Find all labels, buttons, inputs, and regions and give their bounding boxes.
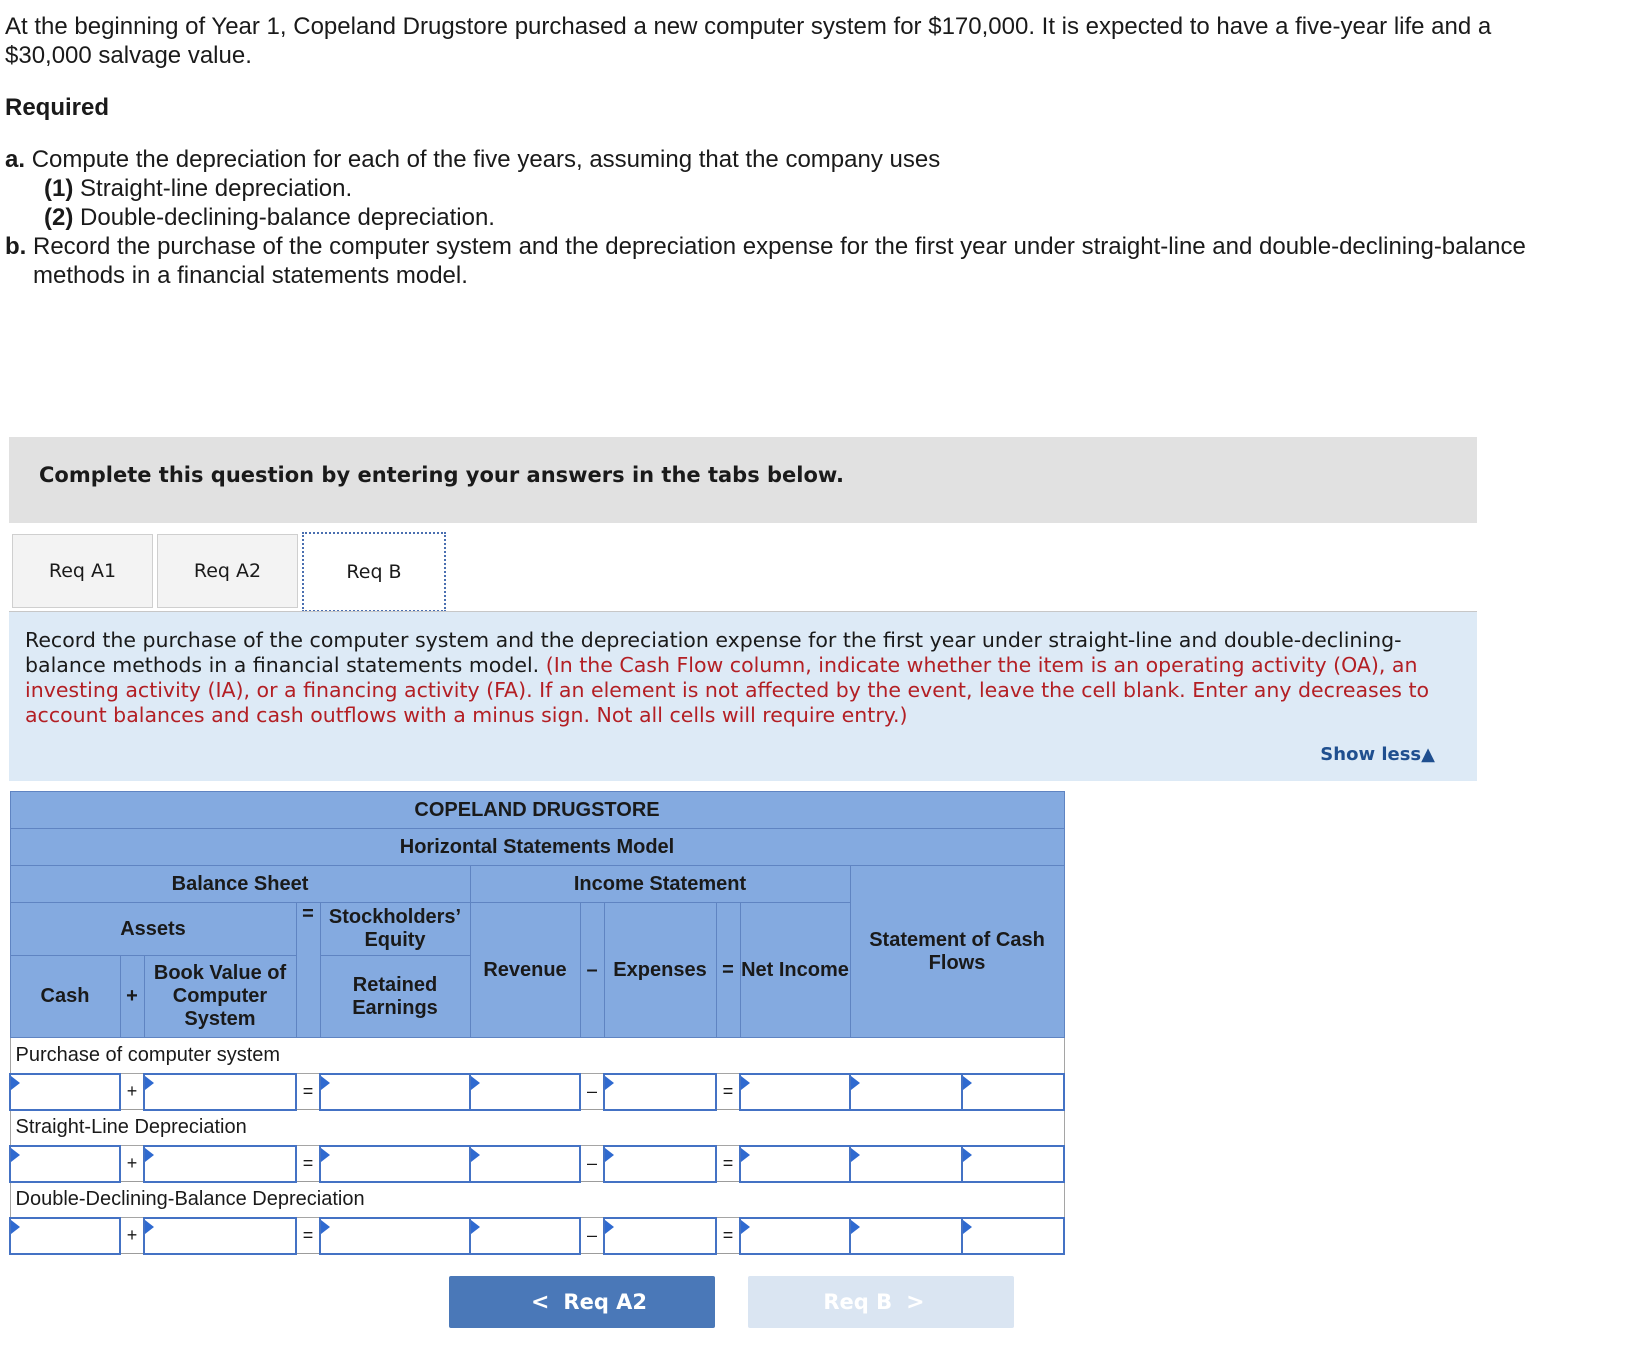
retained-earnings-input[interactable] xyxy=(320,1074,470,1110)
cash-flow-amount-input[interactable] xyxy=(850,1218,962,1254)
revenue-header: Revenue xyxy=(470,903,580,1038)
requirement-a2 xyxy=(5,203,1565,232)
net-income-field[interactable] xyxy=(741,1147,849,1181)
banner-text: Complete this question by entering your answers in the tabs below. xyxy=(39,463,844,487)
stockholders-equity-header: Stockholders’ Equity xyxy=(320,903,470,956)
book-value-field[interactable] xyxy=(145,1219,295,1253)
cash-field[interactable] xyxy=(11,1219,119,1253)
equals-sign: = xyxy=(716,1218,740,1254)
expenses-input[interactable] xyxy=(604,1074,716,1110)
requirement-a2-label: (2) xyxy=(44,204,74,231)
cash-flow-amount-input[interactable] xyxy=(850,1146,962,1182)
cash-flow-activity-field[interactable] xyxy=(963,1147,1063,1181)
equals-sign: = xyxy=(296,1074,320,1110)
cash-input[interactable] xyxy=(10,1074,120,1110)
chevron-right-icon: > xyxy=(906,1289,925,1315)
requirement-a2-text: Double-declining-balance depreciation. xyxy=(80,204,495,231)
book-value-header: Book Value of Computer System xyxy=(144,956,296,1038)
net-income-field[interactable] xyxy=(741,1075,849,1109)
requirement-a-label: a. xyxy=(5,146,26,173)
equals-sign: = xyxy=(296,1218,320,1254)
plus-sign: + xyxy=(120,1146,144,1182)
revenue-input[interactable] xyxy=(470,1146,580,1182)
table-row xyxy=(10,1218,1064,1254)
cash-flow-amount-input[interactable] xyxy=(850,1074,962,1110)
cash-flows-header: Statement of Cash Flows xyxy=(850,866,1064,1038)
required-heading: Required xyxy=(5,94,110,121)
minus-sign: – xyxy=(580,1218,604,1254)
next-button-label: Req B xyxy=(823,1290,893,1314)
retained-earnings-header: Retained Earnings xyxy=(320,956,470,1038)
revenue-field[interactable] xyxy=(471,1075,579,1109)
expenses-field[interactable] xyxy=(605,1075,715,1109)
table-row xyxy=(10,1074,1064,1110)
cash-field[interactable] xyxy=(11,1147,119,1181)
expenses-field[interactable] xyxy=(605,1219,715,1253)
expenses-field[interactable] xyxy=(605,1147,715,1181)
instructions-main: Record the purchase of the computer system and the depreciation expense for the first year under straight-line and double-declining-balance methods in a financial statements model. xyxy=(25,628,1402,677)
revenue-field[interactable] xyxy=(471,1219,579,1253)
cash-input[interactable] xyxy=(10,1218,120,1254)
cash-flow-activity-input[interactable] xyxy=(962,1074,1064,1110)
assets-header: Assets xyxy=(10,903,296,956)
requirement-a xyxy=(5,145,1565,174)
instruction-banner xyxy=(9,437,1477,523)
book-value-input[interactable] xyxy=(144,1218,296,1254)
table-row xyxy=(10,1146,1064,1182)
net-income-input[interactable] xyxy=(740,1074,850,1110)
book-value-field[interactable] xyxy=(145,1075,295,1109)
expenses-input[interactable] xyxy=(604,1146,716,1182)
requirement-a-text: Compute the depreciation for each of the five years, assuming that the company uses xyxy=(31,146,941,173)
retained-earnings-field[interactable] xyxy=(321,1075,469,1109)
triangle-up-icon: ▲ xyxy=(1421,744,1435,765)
instructions-text xyxy=(25,628,1465,728)
show-less-label: Show less xyxy=(1320,744,1422,765)
cash-flow-amount-field[interactable] xyxy=(851,1075,961,1109)
net-income-header: Net Income xyxy=(740,903,850,1038)
net-income-field[interactable] xyxy=(741,1219,849,1253)
minus-sign: – xyxy=(580,1074,604,1110)
problem-statement xyxy=(5,12,1565,290)
retained-earnings-field[interactable] xyxy=(321,1147,469,1181)
tab-instructions xyxy=(9,612,1477,781)
prev-button-label: Req A2 xyxy=(563,1290,648,1314)
minus-sign: – xyxy=(580,1146,604,1182)
cash-flow-amount-field[interactable] xyxy=(851,1147,961,1181)
requirement-a1-label: (1) xyxy=(44,175,74,202)
cash-flow-activity-field[interactable] xyxy=(963,1219,1063,1253)
cash-flow-activity-input[interactable] xyxy=(962,1218,1064,1254)
book-value-input[interactable] xyxy=(144,1074,296,1110)
retained-earnings-field[interactable] xyxy=(321,1219,469,1253)
chevron-left-icon: < xyxy=(530,1289,550,1315)
net-income-input[interactable] xyxy=(740,1218,850,1254)
company-name: COPELAND DRUGSTORE xyxy=(10,792,1064,829)
tab-req-a1[interactable]: Req A1 xyxy=(12,534,153,608)
revenue-input[interactable] xyxy=(470,1218,580,1254)
book-value-field[interactable] xyxy=(145,1147,295,1181)
equals-sign: = xyxy=(716,1146,740,1182)
equals-sign: = xyxy=(296,1146,320,1182)
revenue-input[interactable] xyxy=(470,1074,580,1110)
cash-flow-activity-input[interactable] xyxy=(962,1146,1064,1182)
prev-req-a2-button[interactable] xyxy=(449,1276,715,1328)
cash-header: Cash xyxy=(10,956,120,1038)
horizontal-statements-model xyxy=(9,791,1065,1255)
retained-earnings-input[interactable] xyxy=(320,1146,470,1182)
equals-header-2: = xyxy=(716,903,740,1038)
net-income-input[interactable] xyxy=(740,1146,850,1182)
cash-field[interactable] xyxy=(11,1075,119,1109)
row-label-purchase: Purchase of computer system xyxy=(10,1038,1064,1074)
balance-sheet-header: Balance Sheet xyxy=(10,866,470,903)
row-label-double-declining: Double-Declining-Balance Depreciation xyxy=(10,1182,1064,1218)
row-label-straight-line: Straight-Line Depreciation xyxy=(10,1110,1064,1146)
equals-header: = xyxy=(296,903,320,1038)
book-value-input[interactable] xyxy=(144,1146,296,1182)
tab-req-a2[interactable]: Req A2 xyxy=(157,534,298,608)
problem-intro: At the beginning of Year 1, Copeland Drugstore purchased a new computer system for $170,000. It is expected to have a five-year life and a $30,000 salvage value. xyxy=(5,13,1492,69)
minus-header: – xyxy=(580,903,604,1038)
retained-earnings-input[interactable] xyxy=(320,1218,470,1254)
revenue-field[interactable] xyxy=(471,1147,579,1181)
requirement-b xyxy=(5,232,1565,290)
plus-sign: + xyxy=(120,1074,144,1110)
requirement-a1-text: Straight-line depreciation. xyxy=(80,175,353,202)
model-title: Horizontal Statements Model xyxy=(10,829,1064,866)
expenses-header: Expenses xyxy=(604,903,716,1038)
tab-req-b[interactable]: Req B xyxy=(302,532,446,612)
income-statement-header: Income Statement xyxy=(470,866,850,903)
requirement-a1 xyxy=(5,174,1565,203)
cash-flow-amount-field[interactable] xyxy=(851,1219,961,1253)
plus-header: + xyxy=(120,956,144,1038)
instructions-note: (In the Cash Flow column, indicate whether the item is an operating activity (OA), an investing activity (IA), or a financing activity (FA). If an element is not affected by the event, leave the cell blank. Enter any decreases to account balances and cash outflows with a minus sign. Not all cells will require entry.) xyxy=(25,653,1430,727)
equals-sign: = xyxy=(716,1074,740,1110)
expenses-input[interactable] xyxy=(604,1218,716,1254)
plus-sign: + xyxy=(120,1218,144,1254)
requirement-b-label: b. xyxy=(5,233,27,260)
show-less-link[interactable] xyxy=(1320,744,1435,765)
cash-flow-activity-field[interactable] xyxy=(963,1075,1063,1109)
cash-input[interactable] xyxy=(10,1146,120,1182)
next-req-b-button xyxy=(748,1276,1014,1328)
requirement-b-text: Record the purchase of the computer system and the depreciation expense for the first year under straight-line and double-declining-balance methods in a financial statements model. xyxy=(33,233,1526,289)
